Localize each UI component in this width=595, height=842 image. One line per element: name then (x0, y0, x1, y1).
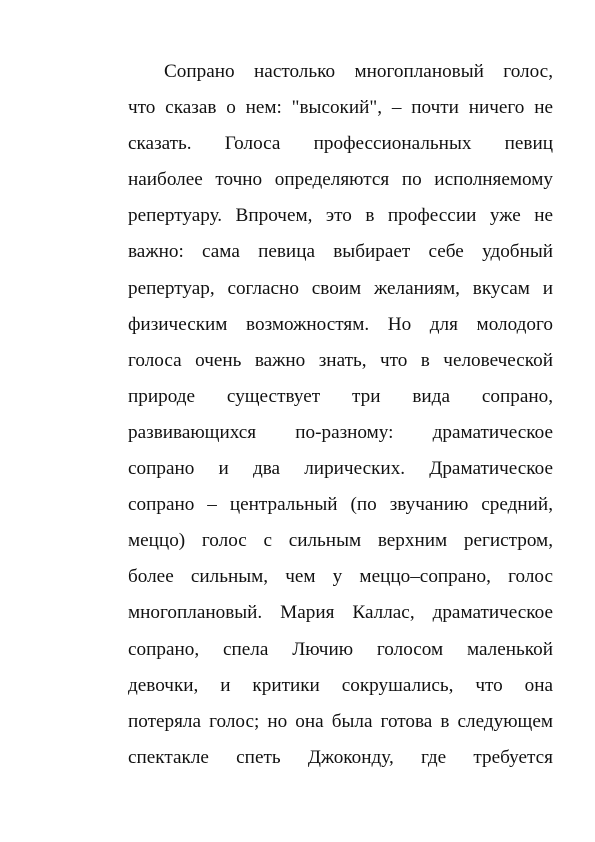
text-line: природе существует три вида сопрано, (128, 385, 553, 407)
text-line: развивающихся по-разному: драматическое (128, 421, 553, 443)
text-line: важно: сама певица выбирает себе удобный (128, 241, 553, 263)
text-line: потеряла голос; но она была готова в следующем (128, 710, 553, 732)
text-line: физическим возможностям. Но для молодого (128, 313, 553, 335)
text-line: девочки, и критики сокрушались, что она (128, 674, 553, 696)
text-line: сопрано, спела Лючию голосом маленькой (128, 638, 553, 660)
text-line: голоса очень важно знать, что в человеческой (128, 349, 553, 371)
text-line: многоплановый. Мария Каллас, драматическое (128, 602, 553, 624)
text-line: сопрано – центральный (по звучанию средний, (128, 494, 553, 516)
text-line: репертуар, согласно своим желаниям, вкусам и (128, 277, 553, 299)
text-line: сказать. Голоса профессиональных певиц (128, 133, 553, 155)
text-line: сопрано и два лирических. Драматическое (128, 458, 553, 480)
text-line: репертуару. Впрочем, это в профессии уже не (128, 205, 553, 227)
text-line: Сопрано настолько многоплановый голос, (164, 61, 553, 82)
text-line: спектакле спеть Джоконду, где требуется (128, 746, 553, 768)
text-line: меццо) голос с сильным верхним регистром, (128, 530, 553, 552)
text-line: наиболее точно определяются по исполняемому (128, 169, 553, 191)
text-line: что сказав о нем: "высокий", – почти ничего не (128, 97, 553, 119)
text-line: более сильным, чем у меццо–сопрано, голос (128, 566, 553, 588)
body-paragraph (128, 54, 553, 776)
